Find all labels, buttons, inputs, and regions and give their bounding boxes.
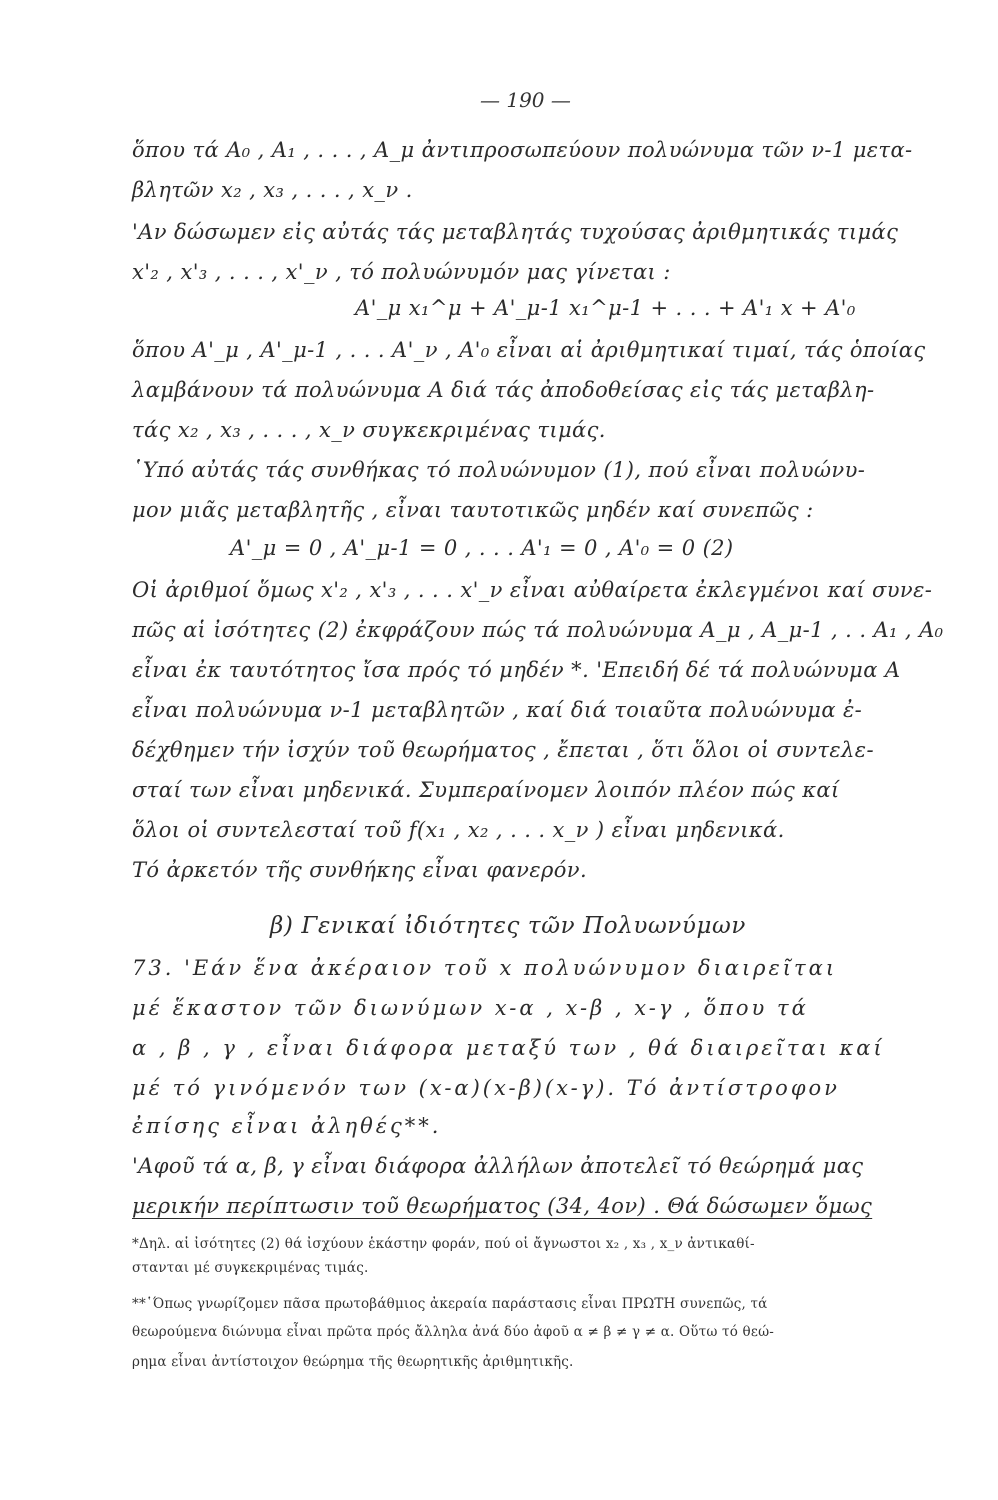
text-line: Τό ἀρκετόν τῆς συνθήκης εἶναι φανερόν. xyxy=(132,858,588,882)
page-number: — 190 — xyxy=(480,88,571,112)
footnote-line: **῾Όπως γνωρίζομεν πᾶσα πρωτοβάθμιος ἀκεραία παράστασις εἶναι ΠΡΩΤΗ συνεπῶς, τά xyxy=(132,1296,768,1312)
text-line: σταί των εἶναι μηδενικά. Συμπεραίνομεν λοιπόν πλέον πώς καί xyxy=(132,778,840,802)
text-line: πῶς αἱ ἰσότητες (2) ἐκφράζουν πώς τά πολυώνυμα A_μ , A_μ-1 , . . A₁ , A₀ xyxy=(132,618,944,642)
footnote-line: θεωρούμενα διώνυμα εἶναι πρῶτα πρός ἄλληλα ἀνά δύο ἀφοῦ α ≠ β ≠ γ ≠ α. Οὕτω τό θεώ- xyxy=(132,1324,775,1340)
text-line: μέ τό γινόμενόν των (x-α)(x-β)(x-γ). Τό ἀντίστροφον xyxy=(132,1076,840,1100)
text-line: 73. 'Εάν ἕνα ἀκέραιον τοῦ x πολυώνυμον διαιρεῖται xyxy=(132,956,838,980)
footnote-line: *Δηλ. αἱ ἰσότητες (2) θά ἰσχύουν ἑκάστην φοράν, πού οἱ ἄγνωστοι x₂ , x₃ , x_ν ἀντικαθί- xyxy=(132,1236,755,1252)
text-line: x'₂ , x'₃ , . . . , x'_ν , τό πολυώνυμόν μας γίνεται : xyxy=(132,260,671,284)
text-line: τάς x₂ , x₃ , . . . , x_ν συγκεκριμένας τιμάς. xyxy=(132,418,606,442)
text-line: ἐπίσης εἶναι ἀληθές**. xyxy=(132,1114,442,1138)
section-heading: β) Γενικαί ἰδιότητες τῶν Πολυωνύμων xyxy=(270,913,746,939)
text-line: ὅπου τά A₀ , A₁ , . . . , A_μ ἀντιπροσωπεύουν πολυώνυμα τῶν ν-1 μετα- xyxy=(132,138,913,162)
text-line: ὅπου A'_μ , A'_μ-1 , . . . A'_ν , A'₀ εἶναι αἱ ἀριθμητικαί τιμαί, τάς ὁποίας xyxy=(132,338,926,362)
text-line: α , β , γ , εἶναι διάφορα μεταξύ των , θά διαιρεῖται καί xyxy=(132,1036,885,1060)
equation-line: A'_μ = 0 , A'_μ-1 = 0 , . . . A'₁ = 0 , A'₀ = 0 (2) xyxy=(230,536,734,560)
equation-line: A'_μ x₁^μ + A'_μ-1 x₁^μ-1 + . . . + A'₁ x + A'₀ xyxy=(355,296,856,320)
text-line: εἶναι ἐκ ταυτότητος ἴσα πρός τό μηδέν *. 'Επειδή δέ τά πολυώνυμα A xyxy=(132,658,901,682)
text-line: ῾Υπό αὐτάς τάς συνθήκας τό πολυώνυμον (1), πού εἶναι πολυώνυ- xyxy=(132,458,866,482)
text-line: μερικήν περίπτωσιν τοῦ θεωρήματος (34, 4ον) . Θά δώσωμεν ὅμως xyxy=(132,1194,873,1218)
text-line: εἶναι πολυώνυμα ν-1 μεταβλητῶν , καί διά τοιαῦτα πολυώνυμα ἐ- xyxy=(132,698,863,722)
text-line: ὅλοι οἱ συντελεσταί τοῦ f(x₁ , x₂ , . . . x_ν ) εἶναι μηδενικά. xyxy=(132,818,785,842)
footnote-line: στανται μέ συγκεκριμένας τιμάς. xyxy=(132,1260,369,1276)
text-line: 'Αφοῦ τά α, β, γ εἶναι διάφορα ἀλλήλων ἀποτελεῖ τό θεώρημά μας xyxy=(132,1154,864,1178)
footnote-line: ρημα εἶναι ἀντίστοιχον θεώρημα τῆς θεωρητικῆς ἀριθμητικῆς. xyxy=(132,1354,574,1370)
text-line: μέ ἕκαστον τῶν διωνύμων x-α , x-β , x-γ , ὅπου τά xyxy=(132,996,809,1020)
text-line: δέχθημεν τήν ἰσχύν τοῦ θεωρήματος , ἔπεται , ὅτι ὅλοι οἱ συντελε- xyxy=(132,738,874,762)
text-line: 'Αν δώσωμεν εἰς αὐτάς τάς μεταβλητάς τυχούσας ἀριθμητικάς τιμάς xyxy=(132,220,899,244)
text-line: λαμβάνουν τά πολυώνυμα A διά τάς ἀποδοθείσας εἰς τάς μεταβλη- xyxy=(132,378,875,402)
text-line: Οἱ ἀριθμοί ὅμως x'₂ , x'₃ , . . . x'_ν εἶναι αὐθαίρετα ἐκλεγμένοι καί συνε- xyxy=(132,578,933,602)
text-line: βλητῶν x₂ , x₃ , . . . , x_ν . xyxy=(132,178,413,202)
text-line: μον μιᾶς μεταβλητῆς , εἶναι ταυτοτικῶς μηδέν καί συνεπῶς : xyxy=(132,498,814,522)
